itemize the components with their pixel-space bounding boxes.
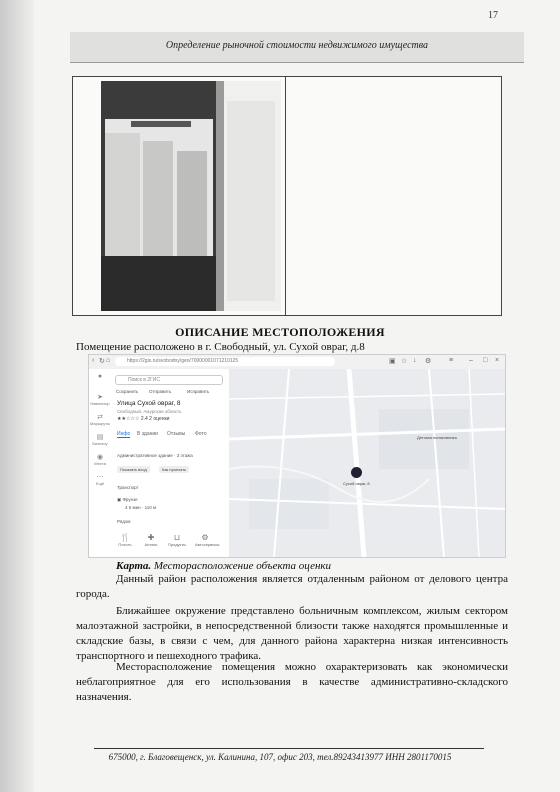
pharmacy-icon: ✚ — [147, 533, 155, 542]
routes-icon: ⇄ — [97, 414, 103, 421]
directions-button[interactable]: Как проехать — [159, 466, 189, 473]
map-streets — [229, 369, 505, 557]
building-type: Административное здание · 3 этажа — [117, 453, 193, 458]
place-title: Улица Сухой овраг, 8 — [117, 400, 181, 407]
caption-bold: Карта. — [116, 560, 152, 572]
photo-table — [72, 76, 502, 316]
share-button[interactable]: Отправить — [149, 389, 172, 394]
sidebar-item-places[interactable] — [89, 453, 111, 466]
caption-text: Месторасположение объекта оценки — [153, 560, 332, 572]
extension-icon[interactable]: ▣ — [389, 358, 396, 365]
place-subtitle: Свободный, Амурская область — [117, 409, 182, 414]
home-icon[interactable]: ⌂ — [106, 357, 111, 364]
sidebar-label: Места — [94, 461, 106, 466]
more-icon: ⋯ — [96, 474, 104, 481]
category-car-service[interactable] — [195, 533, 220, 547]
paragraph-text: Ближайшее окружение представлено больничным комплексом, жилым сектором малоэтажной застройки, в непосредственной близости также находятся промышленные и складские базы, в связи с чем, для данного района характерна низкая интенсивность транспортного и пешеходного трафика. — [76, 605, 508, 662]
paragraph-2 — [76, 604, 508, 664]
browser-toolbar — [89, 355, 505, 370]
settings-icon[interactable]: ⚙ — [425, 358, 432, 365]
places-icon: ◉ — [96, 454, 104, 461]
bookmark-icon[interactable]: ☆ — [401, 358, 408, 365]
stop-name — [117, 497, 138, 503]
nearby-label: Рядом — [117, 519, 131, 524]
sidebar-item-navigator[interactable] — [89, 393, 111, 406]
map-canvas[interactable] — [229, 369, 505, 557]
tab-reviews[interactable]: Отзывы — [167, 431, 186, 437]
sidebar-logo[interactable] — [89, 373, 111, 380]
page-header — [70, 32, 524, 63]
reload-icon[interactable]: ↻ — [99, 358, 105, 365]
sidebar-label: Маршруты — [90, 421, 110, 426]
back-icon[interactable]: ‹ — [92, 357, 95, 364]
logo-icon: ● — [97, 373, 103, 380]
map-screenshot — [88, 354, 506, 558]
tab-photos[interactable]: Фото — [195, 431, 207, 437]
location-pin-icon[interactable] — [351, 467, 362, 478]
transport-label: Транспорт — [117, 485, 139, 490]
place-rating — [117, 416, 169, 422]
footer-text: 675000, г. Благовещенск, ул. Калинина, 107, офис 203, тел.89243413977 ИНН 2801170015 — [108, 752, 452, 762]
stop-distance: 4 5 мин · 110 м — [125, 505, 157, 510]
show-entrance-button[interactable]: Показать вход — [117, 466, 150, 473]
sidebar-item-routes[interactable] — [89, 413, 111, 426]
paragraph-text: Данный район расположения является отдаленным районом от делового центра города. — [76, 573, 508, 600]
bus-icon: ▣ — [117, 497, 123, 502]
sidebar-label: Бизнесу — [92, 441, 108, 446]
category-label: Аптеки — [144, 542, 158, 547]
category-label: Поесть — [118, 542, 132, 547]
place-panel — [111, 369, 229, 557]
maximize-icon[interactable]: □ — [483, 357, 488, 364]
app-sidebar — [89, 369, 112, 557]
paragraph-1 — [76, 572, 508, 602]
map-label-clinic: Детская поликлиника — [417, 435, 457, 440]
sidebar-label: Навигатор — [90, 401, 110, 406]
header-title: Определение рыночной стоимости недвижимого имущества — [165, 40, 429, 51]
star-icon: ★★☆☆☆ — [117, 416, 140, 422]
category-groceries[interactable] — [167, 533, 187, 547]
rating-value: 2.4 — [140, 416, 148, 422]
category-label: Автосервисы — [195, 542, 220, 547]
minimize-icon[interactable]: – — [469, 357, 473, 364]
stop-name-text: Фрунзе — [122, 497, 138, 502]
basket-icon: ⊔ — [173, 533, 181, 542]
location-line: Помещение расположено в г. Свободный, ул. Сухой овраг, д.8 — [76, 341, 365, 353]
navigator-icon: ➤ — [97, 394, 103, 401]
room-photo — [101, 81, 281, 311]
tab-info[interactable]: Инфо — [117, 431, 131, 437]
paragraph-3 — [76, 660, 508, 705]
sidebar-item-more[interactable] — [89, 473, 111, 486]
rating-count: 2 оценки — [149, 416, 170, 422]
tab-in-building[interactable]: В здании — [137, 431, 158, 437]
scan-shadow — [0, 0, 34, 792]
map-caption — [116, 560, 331, 572]
paragraph-text: Месторасположение помещения можно охарактеризовать как экономически неблагоприятное для его использования в качестве административно-складского назначения. — [76, 661, 508, 703]
section-title: ОПИСАНИЕ МЕСТОПОЛОЖЕНИЯ — [175, 325, 385, 339]
save-button[interactable]: Сохранить — [116, 389, 139, 394]
close-icon[interactable]: × — [495, 357, 500, 364]
edit-button[interactable]: Исправить — [187, 389, 210, 394]
search-input[interactable]: Поиск в 2ГИС — [115, 375, 223, 385]
business-icon: ▤ — [96, 434, 104, 441]
page-number: 17 — [488, 10, 498, 21]
food-icon: 🍴 — [120, 533, 130, 542]
address-bar[interactable]: https://2gis.ru/svobodny/geo/70000001071210125 — [115, 357, 335, 366]
table-divider — [285, 77, 286, 315]
car-icon: ⚙ — [201, 533, 209, 542]
category-food[interactable] — [115, 533, 135, 547]
category-label: Продукты — [167, 542, 187, 547]
downloads-icon[interactable]: ↓ — [413, 357, 417, 364]
map-label-address: Сухой овраг, 8 — [343, 481, 370, 486]
sidebar-label: Ещё — [95, 481, 105, 486]
menu-icon[interactable]: ≡ — [449, 357, 454, 364]
footer-divider — [94, 748, 484, 749]
sidebar-item-business[interactable] — [89, 433, 111, 446]
category-pharmacy[interactable] — [141, 533, 161, 547]
